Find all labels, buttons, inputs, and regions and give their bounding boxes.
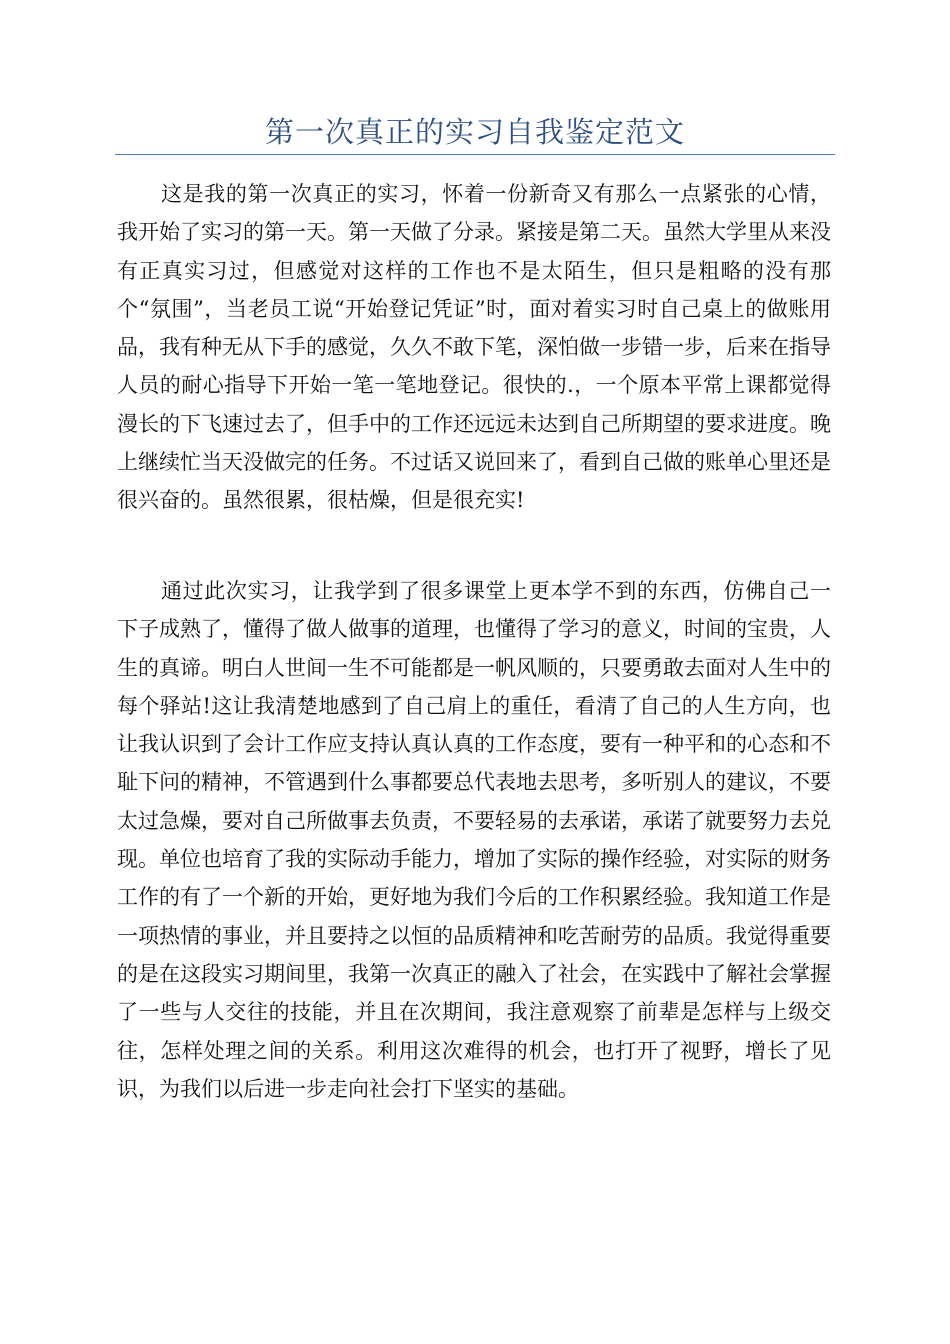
paragraph-1: 这是我的第一次真正的实习，怀着一份新奇又有那么一点紧张的心情，我开始了实习的第一天。第一天做了分录。紧接是第二天。虽然大学里从来没有正真实习过，但感觉对这样的工作也不是太陌生，但只是粗略的没有那个“氛围”，当老员工说“开始登记凭证”时，面对着实习时自己桌上的做账用品，我有种无从下手的感觉，久久不敢下笔，深怕做一步错一步，后来在指导人员的耐心指导下开始一笔一笔地登记。很快的.，一个原本平常上课都觉得漫长的下飞速过去了，但手中的工作还远远未达到自己所期望的要求进度。晚上继续忙当天没做完的任务。不过话又说回来了，看到自己做的账单心里还是很兴奋的。虽然很累，很枯燥，但是很充实! <box>117 182 831 513</box>
document-title: 第一次真正的实习自我鉴定范文 <box>264 115 685 149</box>
title-underline <box>115 154 835 155</box>
paragraph-2: 通过此次实习，让我学到了很多课堂上更本学不到的东西，仿佛自己一下子成熟了，懂得了做人做事的道理，也懂得了学习的意义，时间的宝贵，人生的真谛。明白人世间一生不可能都是一帆风顺的，只要勇敢去面对人生中的每个驿站!这让我清楚地感到了自己肩上的重任，看清了自己的人生方向，也让我认识到了会计工作应支持认真认真的工作态度，要有一种平和的心态和不耻下问的精神，不管遇到什么事都要总代表地去思考，多听别人的建议，不要太过急燥，要对自己所做事去负责，不要轻易的去承诺，承诺了就要努力去兑现。单位也培育了我的实际动手能力，增加了实际的操作经验，对实际的财务工作的有了一个新的开始，更好地为我们今后的工作积累经验。我知道工作是一项热情的事业，并且要持之以恒的品质精神和吃苦耐劳的品质。我觉得重要的是在这段实习期间里，我第一次真正的融入了社会，在实践中了解社会掌握了一些与人交往的技能，并且在次期间，我注意观察了前辈是怎样与上级交往，怎样处理之间的关系。利用这次难得的机会，也打开了视野，增长了见识，为我们以后进一步走向社会打下坚实的基础。 <box>117 579 831 1101</box>
